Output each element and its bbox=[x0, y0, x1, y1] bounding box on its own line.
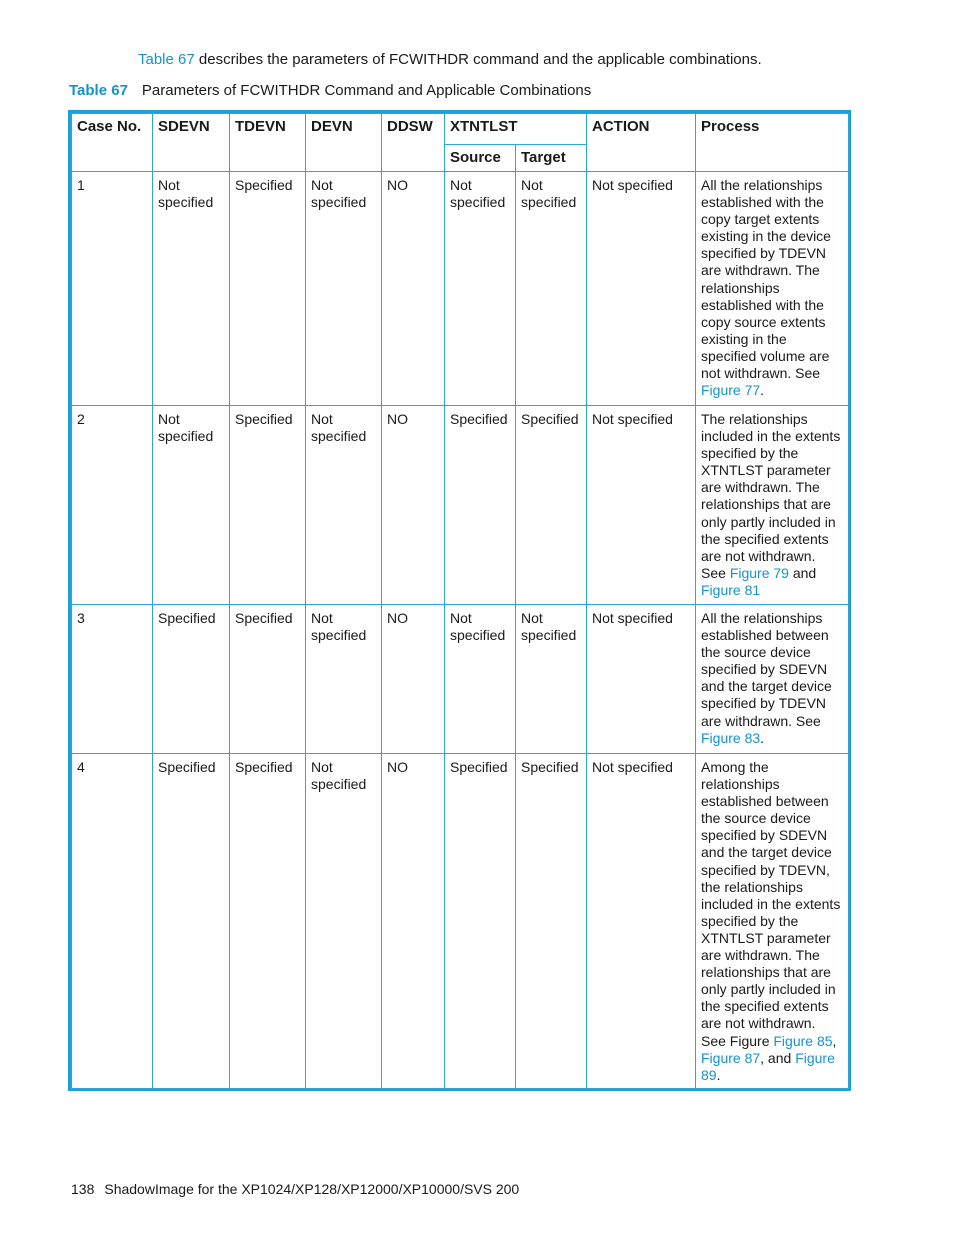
table-row bbox=[72, 605, 849, 754]
cell-tdevn: Specified bbox=[230, 605, 306, 754]
cell-sdevn: Not specified bbox=[153, 406, 230, 605]
caption-label: Table 67 bbox=[69, 82, 128, 99]
cell-target: Not specified bbox=[516, 605, 587, 754]
figure-link[interactable]: Figure 89 bbox=[701, 1049, 835, 1083]
footer-title: ShadowImage for the XP1024/XP128/XP12000/XP10000/SVS 200 bbox=[104, 1181, 520, 1197]
cell-case: 2 bbox=[72, 406, 153, 605]
figure-link[interactable]: Figure 87 bbox=[701, 1049, 761, 1066]
table-row bbox=[72, 754, 849, 1089]
table-row bbox=[72, 406, 849, 605]
cell-action: Not specified bbox=[587, 172, 696, 406]
header-case-no: Case No. bbox=[72, 114, 153, 172]
figure-link[interactable]: Figure 77 bbox=[701, 382, 761, 399]
cell-target: Specified bbox=[516, 406, 587, 605]
cell-sdevn: Specified bbox=[153, 605, 230, 754]
cell-devn: Not specified bbox=[306, 406, 382, 605]
cell-source: Specified bbox=[445, 406, 516, 605]
process-text: All the relationships established between the source device specified by SDEVN and the target device specified by TDEVN are withdrawn. See bbox=[701, 610, 832, 729]
process-text: . bbox=[716, 1066, 721, 1083]
header-action: ACTION bbox=[587, 114, 696, 172]
header-source: Source bbox=[445, 145, 516, 172]
cell-ddsw: NO bbox=[382, 406, 445, 605]
figure-link[interactable]: Figure 81 bbox=[701, 581, 761, 598]
cell-ddsw: NO bbox=[382, 605, 445, 754]
header-row bbox=[72, 114, 849, 145]
process-text: Among the relationships established between the source device specified by SDEVN and the target device specified by TDEVN, the relationships included in the extents specified by the XTNTLST parameter are withdrawn. The relationships that are only partly included in the specified extents are not withdrawn. See Figure bbox=[701, 759, 841, 1049]
process-text: , bbox=[832, 1032, 837, 1049]
cell-ddsw: NO bbox=[382, 172, 445, 406]
intro-sentence bbox=[138, 50, 762, 70]
cell-case: 4 bbox=[72, 754, 153, 1089]
cell-source: Not specified bbox=[445, 605, 516, 754]
cell-target: Specified bbox=[516, 754, 587, 1089]
header-ddsw: DDSW bbox=[382, 114, 445, 172]
cell-sdevn: Specified bbox=[153, 754, 230, 1089]
cell-process bbox=[696, 605, 849, 754]
figure-link[interactable]: Figure 85 bbox=[773, 1032, 833, 1049]
process-text: , and bbox=[760, 1049, 796, 1066]
table-67-link[interactable]: Table 67 bbox=[138, 51, 195, 68]
header-target: Target bbox=[516, 145, 587, 172]
header-xtntlst: XTNTLST bbox=[445, 114, 587, 145]
header-process: Process bbox=[696, 114, 849, 172]
cell-action: Not specified bbox=[587, 605, 696, 754]
cell-source: Not specified bbox=[445, 172, 516, 406]
cell-process bbox=[696, 406, 849, 605]
page-footer bbox=[71, 1180, 519, 1198]
cell-action: Not specified bbox=[587, 754, 696, 1089]
intro-text: describes the parameters of FCWITHDR command and the applicable combinations. bbox=[194, 51, 762, 68]
table-caption bbox=[69, 81, 591, 101]
cell-ddsw: NO bbox=[382, 754, 445, 1089]
figure-link[interactable]: Figure 83 bbox=[701, 729, 761, 746]
header-tdevn: TDEVN bbox=[230, 114, 306, 172]
table-row bbox=[72, 172, 849, 406]
process-text: The relationships included in the extents specified by the XTNTLST parameter are withdrawn. The relationships that are only partly included in the specified extents are not withdrawn. See bbox=[701, 411, 841, 581]
process-text: . bbox=[760, 729, 765, 746]
cell-source: Specified bbox=[445, 754, 516, 1089]
cell-case: 1 bbox=[72, 172, 153, 406]
cell-tdevn: Specified bbox=[230, 754, 306, 1089]
cell-devn: Not specified bbox=[306, 754, 382, 1089]
parameters-table-frame bbox=[68, 110, 851, 1091]
cell-tdevn: Specified bbox=[230, 172, 306, 406]
cell-action: Not specified bbox=[587, 406, 696, 605]
cell-devn: Not specified bbox=[306, 605, 382, 754]
figure-link[interactable]: Figure 79 bbox=[729, 564, 789, 581]
page-number: 138 bbox=[71, 1181, 95, 1197]
header-sdevn: SDEVN bbox=[153, 114, 230, 172]
process-text: All the relationships established with the copy target extents existing in the device specified by TDEVN are withdrawn. The relationships established with the copy source extents existing in the specified volume are not withdrawn. See bbox=[701, 177, 831, 382]
process-text: . bbox=[760, 382, 765, 399]
process-text: and bbox=[788, 564, 817, 581]
cell-process bbox=[696, 754, 849, 1089]
cell-devn: Not specified bbox=[306, 172, 382, 406]
cell-target: Not specified bbox=[516, 172, 587, 406]
cell-case: 3 bbox=[72, 605, 153, 754]
parameters-table bbox=[71, 113, 849, 1089]
cell-process bbox=[696, 172, 849, 406]
caption-title: Parameters of FCWITHDR Command and Applicable Combinations bbox=[141, 82, 592, 99]
header-devn: DEVN bbox=[306, 114, 382, 172]
cell-sdevn: Not specified bbox=[153, 172, 230, 406]
cell-tdevn: Specified bbox=[230, 406, 306, 605]
